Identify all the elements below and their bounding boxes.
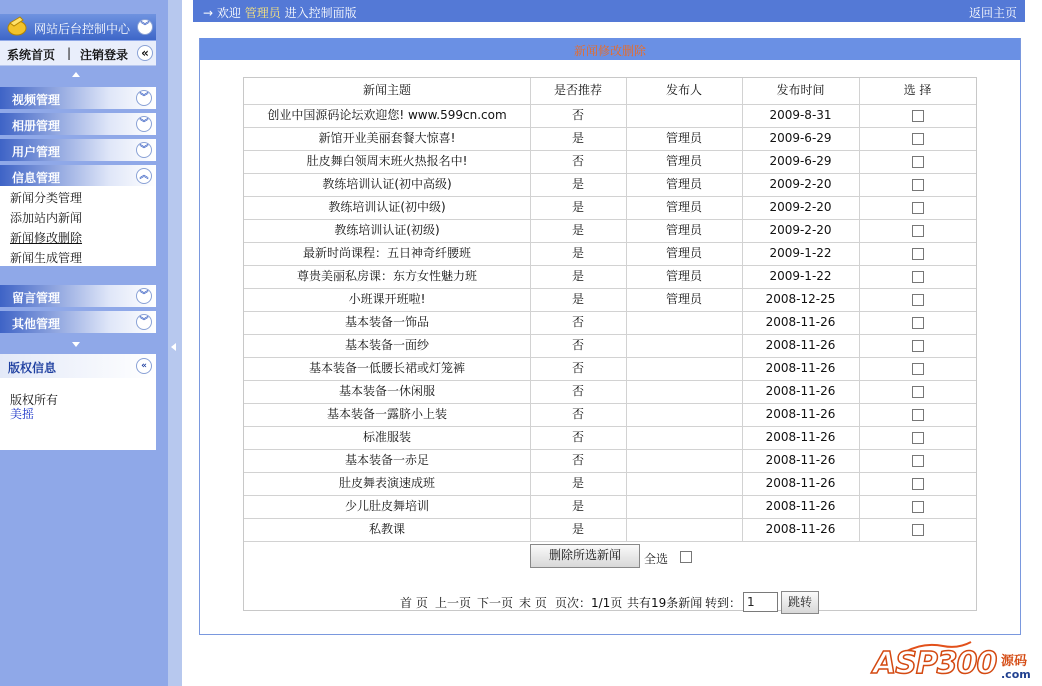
news-panel [199, 38, 1021, 635]
col-recommend: 是否推荐 [530, 78, 627, 104]
row-checkbox[interactable] [912, 225, 924, 237]
select-cell [859, 403, 976, 426]
table-row [244, 196, 976, 220]
date-value: 2008-11-26 [742, 472, 860, 495]
menu-album-label: 相册管理 [12, 119, 61, 133]
table-row [244, 403, 976, 427]
author-value: 管理员 [626, 242, 743, 265]
news-title[interactable]: 私教课 [244, 518, 531, 541]
info-submenu [0, 186, 156, 266]
recommend-value: 是 [530, 173, 627, 196]
first-page-link[interactable]: 首 页 [400, 596, 428, 610]
goto-label: 转到： [705, 596, 742, 610]
author-value [626, 357, 743, 380]
copyright-body [0, 378, 156, 450]
news-title[interactable]: 教练培训认证(初中高级) [244, 173, 531, 196]
date-value: 2009-8-31 [742, 104, 860, 127]
recommend-value: 是 [530, 472, 627, 495]
news-title[interactable]: 基本装备一面纱 [244, 334, 531, 357]
author-value [626, 380, 743, 403]
sidebar-splitter[interactable] [168, 0, 182, 686]
chevron-down-icon[interactable]: ︾ [136, 90, 152, 106]
news-title[interactable]: 基本装备一休闲服 [244, 380, 531, 403]
chevron-down-icon[interactable]: ︾ [136, 288, 152, 304]
news-title[interactable]: 基本装备一露脐小上装 [244, 403, 531, 426]
menu-message-label: 留言管理 [12, 291, 61, 305]
recommend-value: 是 [530, 518, 627, 541]
news-table [243, 77, 977, 611]
table-header [244, 78, 976, 105]
select-cell [859, 173, 976, 196]
author-value: 管理员 [626, 288, 743, 311]
recommend-value: 是 [530, 495, 627, 518]
separator: | [67, 46, 72, 60]
col-select: 选 择 [903, 83, 932, 97]
row-checkbox[interactable] [912, 110, 924, 122]
author-value [626, 518, 743, 541]
welcome-line [203, 4, 357, 21]
recommend-value: 否 [530, 334, 627, 357]
select-cell [859, 265, 976, 288]
select-cell [859, 334, 976, 357]
chevron-up-icon[interactable]: ︽ [136, 168, 152, 184]
current-user: 管理员 [244, 6, 281, 20]
menu-other[interactable] [0, 311, 156, 333]
date-value: 2008-11-26 [742, 311, 860, 334]
recommend-value: 否 [530, 426, 627, 449]
table-row [244, 150, 976, 174]
copyright-title: 版权信息 [8, 361, 57, 375]
next-page-link[interactable]: 下一页 [477, 596, 514, 610]
select-cell [859, 426, 976, 449]
row-checkbox[interactable] [912, 409, 924, 421]
row-checkbox[interactable] [912, 294, 924, 306]
news-title[interactable]: 基本装备一饰品 [244, 311, 531, 334]
copyright-owner: 美摇 [10, 407, 35, 421]
select-cell [859, 518, 976, 541]
table-row [244, 265, 976, 289]
author-value [626, 472, 743, 495]
select-cell [859, 472, 976, 495]
recommend-value: 是 [530, 219, 627, 242]
recommend-value: 是 [530, 196, 627, 219]
select-cell [859, 495, 976, 518]
author-value [626, 426, 743, 449]
news-title[interactable]: 小班课开班啦! [244, 288, 531, 311]
scroll-up-icon[interactable] [72, 72, 80, 77]
submenu-item[interactable]: 添加站内新闻 [10, 211, 83, 225]
col-title: 新闻主题 [244, 78, 531, 104]
col-date: 发布时间 [742, 78, 860, 104]
copyright-header [0, 354, 156, 378]
news-title[interactable]: 教练培训认证(初级) [244, 219, 531, 242]
author-value [626, 334, 743, 357]
date-value: 2008-11-26 [742, 495, 860, 518]
select-cell [859, 357, 976, 380]
table-row [244, 449, 976, 473]
select-cell [859, 104, 976, 127]
row-checkbox[interactable] [912, 317, 924, 329]
page-info: 页次：1/1页 [555, 596, 623, 610]
recommend-value: 否 [530, 104, 627, 127]
news-title[interactable]: 尊贵美丽私房课：东方女性魅力班 [244, 265, 531, 288]
date-value: 2008-11-26 [742, 380, 860, 403]
row-checkbox[interactable] [912, 363, 924, 375]
chevron-down-icon[interactable]: ︾ [137, 19, 153, 35]
table-row [244, 357, 976, 381]
author-value [626, 449, 743, 472]
news-title[interactable]: 标准服装 [244, 426, 531, 449]
watermark-domain: .com [1001, 668, 1031, 681]
last-page-link[interactable]: 末 页 [519, 596, 547, 610]
recommend-value: 是 [530, 242, 627, 265]
enter-panel-text: 进入控制面版 [284, 6, 357, 20]
author-value: 管理员 [626, 196, 743, 219]
chevron-left-icon[interactable]: « [137, 45, 153, 61]
date-value: 2009-1-22 [742, 242, 860, 265]
row-checkbox[interactable] [912, 179, 924, 191]
row-checkbox[interactable] [912, 432, 924, 444]
row-checkbox[interactable] [912, 386, 924, 398]
author-value: 管理员 [626, 173, 743, 196]
sidebar [0, 0, 168, 686]
news-title[interactable]: 教练培训认证(初中级) [244, 196, 531, 219]
recommend-value: 否 [530, 150, 627, 173]
welcome-text: 欢迎 [216, 6, 241, 20]
panel-title: 新闻修改删除 [573, 44, 646, 58]
date-value: 2008-12-25 [742, 288, 860, 311]
table-row [244, 334, 976, 358]
menu-other-label: 其他管理 [12, 317, 61, 331]
menu-user[interactable] [0, 139, 156, 161]
date-value: 2009-6-29 [742, 127, 860, 150]
news-title[interactable]: 最新时尚课程：五日神奇纤腰班 [244, 242, 531, 265]
date-value: 2008-11-26 [742, 357, 860, 380]
row-checkbox[interactable] [912, 156, 924, 168]
select-cell [859, 219, 976, 242]
panel-header [200, 38, 1020, 60]
row-checkbox[interactable] [912, 524, 924, 536]
table-row [244, 426, 976, 450]
row-checkbox[interactable] [912, 501, 924, 513]
submenu-item-active[interactable]: 新闻修改删除 [10, 231, 83, 245]
news-title[interactable]: 少儿肚皮舞培训 [244, 495, 531, 518]
select-cell [859, 449, 976, 472]
select-cell [859, 242, 976, 265]
sidebar-title: 网站后台控制中心 [34, 22, 131, 36]
total-count: 共有19条新闻 [627, 596, 703, 610]
scroll-down-icon[interactable] [72, 342, 80, 347]
watermark-suffix: 源码 [1001, 654, 1028, 669]
date-value: 2008-11-26 [742, 334, 860, 357]
news-title[interactable]: 基本装备一低腰长裙或灯笼裤 [244, 357, 531, 380]
sidebar-title-bar [0, 14, 156, 40]
table-row [244, 518, 976, 542]
author-value [626, 104, 743, 127]
author-value [626, 311, 743, 334]
recommend-value: 否 [530, 311, 627, 334]
table-row [244, 219, 976, 243]
select-cell [859, 196, 976, 219]
recommend-value: 否 [530, 380, 627, 403]
date-value: 2009-1-22 [742, 265, 860, 288]
menu-video-label: 视频管理 [12, 93, 61, 107]
date-value: 2009-2-20 [742, 219, 860, 242]
table-row [244, 127, 976, 151]
broom-logo-icon [6, 15, 28, 37]
date-value: 2008-11-26 [742, 403, 860, 426]
select-cell [859, 127, 976, 150]
chevron-down-icon[interactable]: ︾ [136, 314, 152, 330]
date-value: 2008-11-26 [742, 426, 860, 449]
date-value: 2008-11-26 [742, 449, 860, 472]
date-value: 2009-2-20 [742, 196, 860, 219]
date-value: 2009-6-29 [742, 150, 860, 173]
date-value: 2008-11-26 [742, 518, 860, 541]
select-cell [859, 150, 976, 173]
logout-link[interactable]: 注销登录 [80, 48, 129, 62]
menu-info-label: 信息管理 [12, 171, 61, 185]
recommend-value: 是 [530, 265, 627, 288]
author-value: 管理员 [626, 219, 743, 242]
chevron-down-icon[interactable]: ︾ [136, 116, 152, 132]
table-row [244, 472, 976, 496]
table-row [244, 311, 976, 335]
author-value: 管理员 [626, 150, 743, 173]
chevron-down-icon[interactable]: ︾ [136, 142, 152, 158]
row-checkbox[interactable] [912, 133, 924, 145]
menu-video[interactable] [0, 87, 156, 109]
back-home-link[interactable]: 返回主页 [968, 6, 1017, 20]
news-title[interactable]: 肚皮舞表演速成班 [244, 472, 531, 495]
news-title[interactable]: 新馆开业美丽套餐大惊喜! [244, 127, 531, 150]
menu-message[interactable] [0, 285, 156, 307]
select-cell [859, 311, 976, 334]
author-value: 管理员 [626, 127, 743, 150]
recommend-value: 否 [530, 449, 627, 472]
jump-button[interactable]: 跳转 [781, 591, 819, 614]
date-value: 2009-2-20 [742, 173, 860, 196]
recommend-value: 是 [530, 288, 627, 311]
table-row [244, 242, 976, 266]
watermark-brand: ASP300 [873, 646, 997, 681]
news-title[interactable]: 创业中国源码论坛欢迎您! www.599cn.com [244, 104, 531, 127]
menu-album[interactable] [0, 113, 156, 135]
chevron-left-icon[interactable]: « [136, 358, 152, 374]
news-title[interactable]: 肚皮舞白领周末班火热报名中! [244, 150, 531, 173]
watermark-logo [873, 640, 1038, 684]
menu-info[interactable] [0, 165, 156, 187]
recommend-value: 否 [530, 357, 627, 380]
row-checkbox[interactable] [912, 478, 924, 490]
row-checkbox[interactable] [912, 202, 924, 214]
table-row [244, 104, 976, 128]
page-number-input[interactable]: 1 [743, 592, 778, 612]
author-value [626, 495, 743, 518]
table-row [244, 495, 976, 519]
copyright-text: 版权所有 [10, 393, 59, 407]
home-link[interactable]: 系统首页 [7, 48, 56, 62]
select-cell [859, 380, 976, 403]
collapse-arrow-icon[interactable] [171, 343, 176, 351]
top-bar [193, 0, 1025, 22]
author-value [626, 403, 743, 426]
table-row [244, 380, 976, 404]
table-row [244, 288, 976, 312]
row-checkbox[interactable] [912, 271, 924, 283]
menu-user-label: 用户管理 [12, 145, 61, 159]
select-cell [859, 288, 976, 311]
select-all-label: 全选 [644, 552, 669, 566]
delete-selected-button[interactable]: 删除所选新闻 [530, 544, 640, 568]
row-checkbox[interactable] [912, 455, 924, 467]
col-author: 发布人 [626, 78, 743, 104]
submenu-item[interactable]: 新闻分类管理 [10, 191, 83, 205]
arrow-icon: → [203, 6, 214, 20]
submenu-item[interactable]: 新闻生成管理 [10, 251, 83, 265]
row-checkbox[interactable] [912, 248, 924, 260]
row-checkbox[interactable] [912, 340, 924, 352]
author-value: 管理员 [626, 265, 743, 288]
sidebar-home-bar [0, 41, 156, 66]
recommend-value: 是 [530, 127, 627, 150]
prev-page-link[interactable]: 上一页 [435, 596, 472, 610]
select-all-checkbox[interactable] [680, 551, 692, 563]
recommend-value: 否 [530, 403, 627, 426]
news-title[interactable]: 基本装备一赤足 [244, 449, 531, 472]
table-row [244, 173, 976, 197]
